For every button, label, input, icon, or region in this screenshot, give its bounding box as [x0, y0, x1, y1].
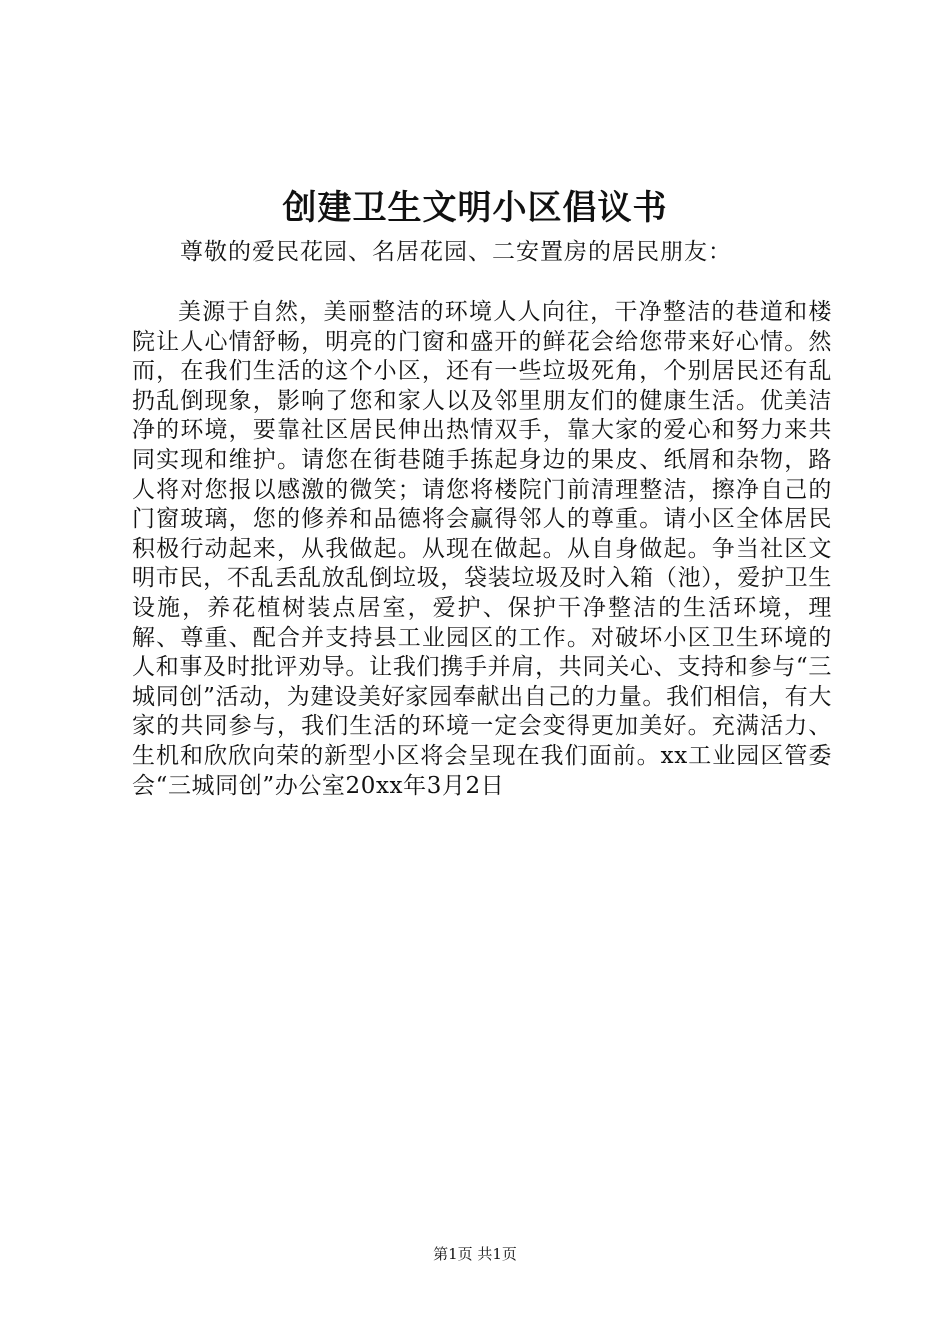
- document-body: 美源于自然，美丽整洁的环境人人向往，干净整洁的巷道和楼院让人心情舒畅，明亮的门窗和盛开的鲜花会给您带来好心情。然而，在我们生活的这个小区，还有一些垃圾死角，个别居民还有乱扔乱倒现象，影响了您和家人以及邻里朋友们的健康生活。优美洁净的环境，要靠社区居民伸出热情双手，靠大家的爱心和努力来共同实现和维护。请您在街巷随手拣起身边的果皮、纸屑和杂物，路人将对您报以感激的微笑；请您将楼院门前清理整洁，擦净自己的门窗玻璃，您的修养和品德将会赢得邻人的尊重。请小区全体居民积极行动起来，从我做起。从现在做起。从自身做起。争当社区文明市民，不乱丢乱放乱倒垃圾，袋装垃圾及时入箱（池），爱护卫生设施，养花植树装点居室，爱护、保护干净整洁的生活环境，理解、尊重、配合并支持县工业园区的工作。对破坏小区卫生环境的人和事及时批评劝导。让我们携手并肩，共同关心、支持和参与“三城同创”活动，为建设美好家园奉献出自己的力量。我们相信，有大家的共同参与，我们生活的环境一定会变得更加美好。充满活力、生机和欣欣向荣的新型小区将会呈现在我们面前。xx工业园区管委会“三城同创”办公室20xx年3月2日: [132, 299, 832, 799]
- document-title: 创建卫生文明小区倡议书: [282, 188, 668, 228]
- page-footer: 第1页 共1页: [433, 1245, 517, 1263]
- document-salutation: 尊敬的爱民花园、名居花园、二安置房的居民朋友：: [180, 239, 732, 265]
